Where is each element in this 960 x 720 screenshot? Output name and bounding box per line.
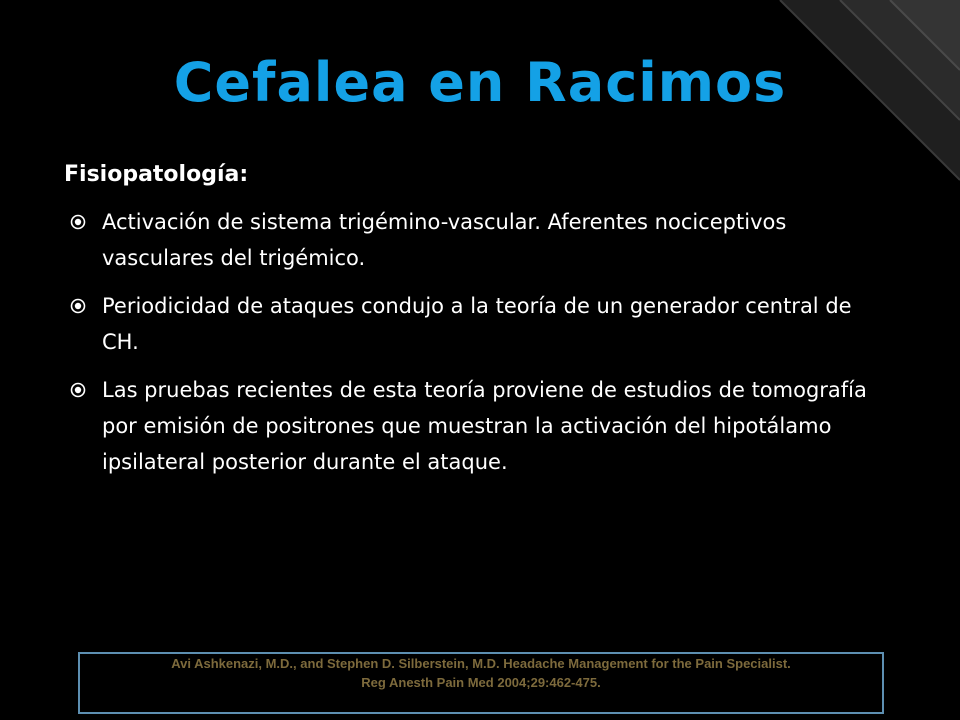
bullet-item	[64, 288, 884, 360]
bullet-item	[64, 372, 884, 480]
circled-bullet-icon	[70, 382, 86, 398]
slide-title: Cefalea en Racimos	[173, 51, 787, 114]
bullet-text: Periodicidad de ataques condujo a la teoría de un generador central de CH.	[102, 294, 852, 354]
citation-line-1: Avi Ashkenazi, M.D., and Stephen D. Silberstein, M.D. Headache Management for the Pain Specialist.	[171, 656, 791, 671]
citation-box	[78, 652, 884, 714]
bullet-list	[64, 204, 884, 480]
slide-subtitle: Fisiopatología:	[64, 162, 249, 187]
slide-content	[64, 160, 884, 492]
circled-bullet-icon	[70, 298, 86, 314]
bullet-text: Activación de sistema trigémino-vascular. Aferentes nociceptivos vasculares del trigémico.	[102, 210, 787, 270]
bullet-item	[64, 204, 884, 276]
circled-bullet-icon	[70, 214, 86, 230]
citation-line-2: Reg Anesth Pain Med 2004;29:462-475.	[361, 675, 601, 690]
bullet-text: Las pruebas recientes de esta teoría proviene de estudios de tomografía por emisión de positrones que muestran la activación del hipotálamo ipsilateral posterior durante el ataque.	[102, 378, 867, 474]
